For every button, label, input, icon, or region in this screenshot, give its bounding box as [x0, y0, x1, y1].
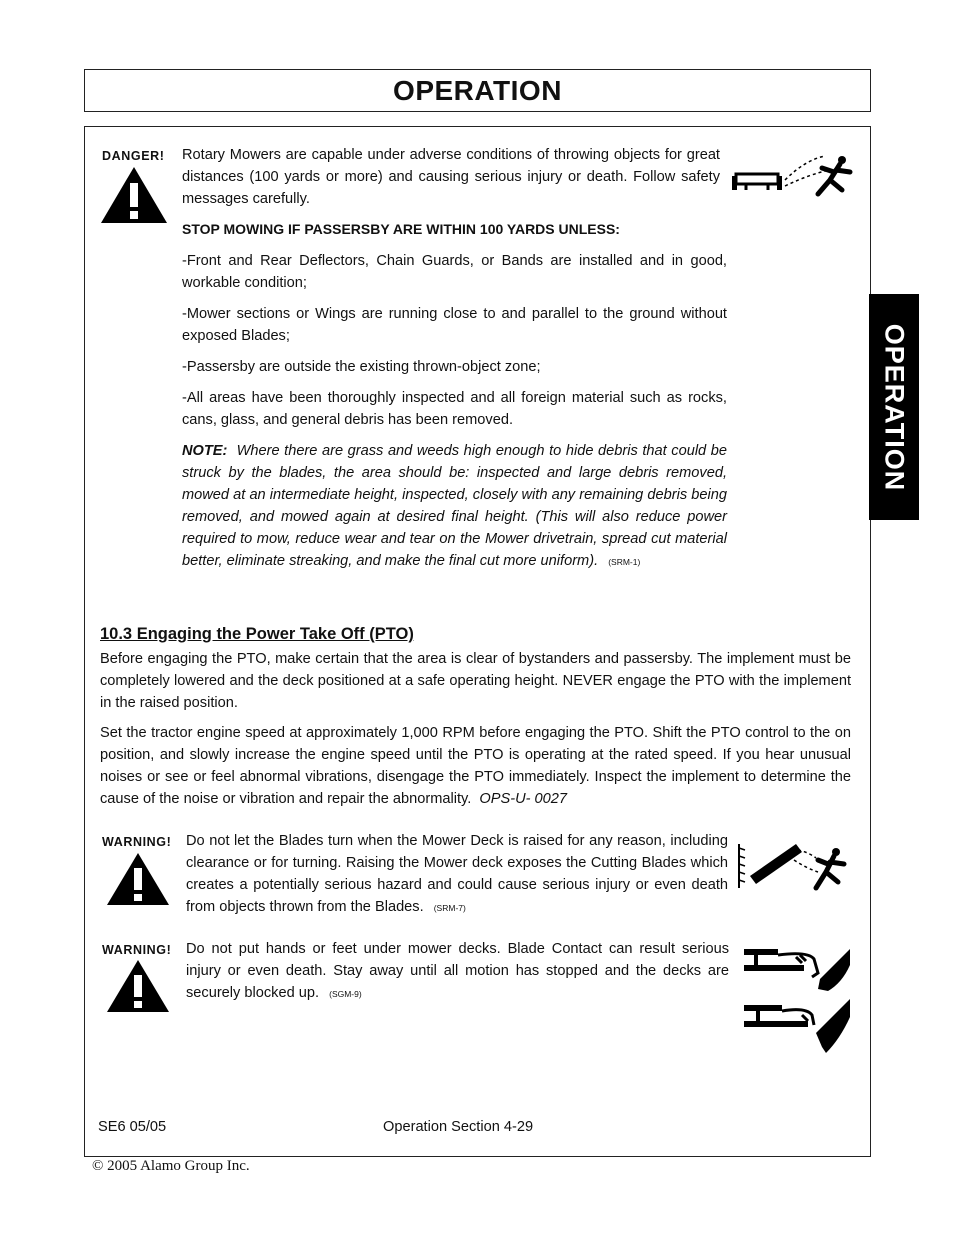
condition-item	[182, 356, 727, 378]
warning-code: (SGM-9)	[329, 989, 362, 999]
condition-text: -Passersby are outside the existing thrown-object zone;	[182, 359, 541, 375]
section-heading: 10.3 Engaging the Power Take Off (PTO)	[100, 625, 414, 643]
condition-text: -Front and Rear Deflectors, Chain Guards, or Bands are installed and in good, workable condition;	[182, 253, 727, 291]
condition-text: -All areas have been thoroughly inspected and all foreign material such as rocks, cans, glass, and general debris has been removed.	[182, 390, 727, 428]
warning-code: (SRM-7)	[433, 903, 466, 913]
danger-note	[182, 440, 727, 573]
warning-signal-word: WARNING!	[102, 835, 172, 849]
hand-foot-hazard-icon	[742, 943, 854, 1057]
copyright-notice: © 2005 Alamo Group Inc.	[92, 1158, 250, 1174]
note-code: (SRM-1)	[608, 557, 641, 567]
paragraph-code: OPS-U- 0027	[479, 791, 567, 807]
section-paragraph-2	[100, 722, 851, 810]
warning1-body	[186, 830, 728, 919]
condition-item	[182, 250, 727, 294]
footer-page-number: Operation Section 4-29	[383, 1119, 534, 1135]
stop-mowing-heading: STOP MOWING IF PASSERSBY ARE WITHIN 100 YARDS UNLESS:	[182, 221, 620, 237]
danger-intro	[182, 144, 720, 210]
warning-alert-icon	[105, 851, 171, 907]
condition-item	[182, 387, 727, 431]
raised-deck-hazard-icon	[736, 838, 852, 894]
page-title: OPERATION	[393, 74, 562, 106]
note-text: Where there are grass and weeds high enough to hide debris that could be struck by the blades, the area should be: inspected and large debris removed, mowed at an intermediate height, inspected, closely with any remaining debris being removed, and mowed again at desired final height. (This will also reduce power required to mow, reduce wear and tear on the Mower drivetrain, spread cut material better, eliminate streaking, and make the final cut more uniform).	[182, 443, 727, 569]
paragraph-text: Set the tractor engine speed at approximately 1,000 RPM before engaging the PTO. Shift the PTO control to the on position, and slowly increase the engine speed until the PTO is operating at the rated speed. If you hear unusual noises or see or feel abnormal vibrations, disengage the PTO immediately. Inspect the implement to determine the cause of the noise or vibration and repair the abnormality.	[100, 725, 851, 807]
warning2-body	[186, 938, 729, 1005]
section-paragraph-1	[100, 648, 851, 714]
danger-intro-text: Rotary Mowers are capable under adverse conditions of throwing objects for great distances (100 yards or more) and causing serious injury or death. Follow safety messages carefully.	[182, 147, 720, 207]
condition-text: -Mower sections or Wings are running close to and parallel to the ground without exposed Blades;	[182, 306, 727, 344]
thrown-object-icon	[730, 150, 855, 200]
danger-signal-word: DANGER!	[102, 149, 165, 163]
warning-alert-icon	[105, 958, 171, 1014]
warning-text: Do not put hands or feet under mower decks. Blade Contact can result serious injury or even death. Stay away until all motion has stopped and the decks are securely blocked up.	[186, 941, 729, 1001]
warning-text: Do not let the Blades turn when the Mower Deck is raised for any reason, including clearance or for turning. Raising the Mower deck exposes the Cutting Blades which creates a potentially serious hazard and could cause serious injury or even death from objects thrown from the Blades.	[186, 833, 728, 915]
warning-signal-word: WARNING!	[102, 943, 172, 957]
footer-model-date: SE6 05/05	[98, 1119, 167, 1135]
page-header	[84, 69, 871, 112]
danger-alert-icon	[99, 165, 169, 225]
paragraph-text: Before engaging the PTO, make certain that the area is clear of bystanders and passersby. The implement must be completely lowered and the deck positioned at a safe operating height. NEVER engage the PTO with the implement in the raised position.	[100, 651, 851, 711]
section-side-tab	[869, 294, 919, 520]
note-label: NOTE:	[182, 443, 228, 459]
side-tab-label: OPERATION	[879, 323, 910, 491]
condition-item	[182, 303, 727, 347]
